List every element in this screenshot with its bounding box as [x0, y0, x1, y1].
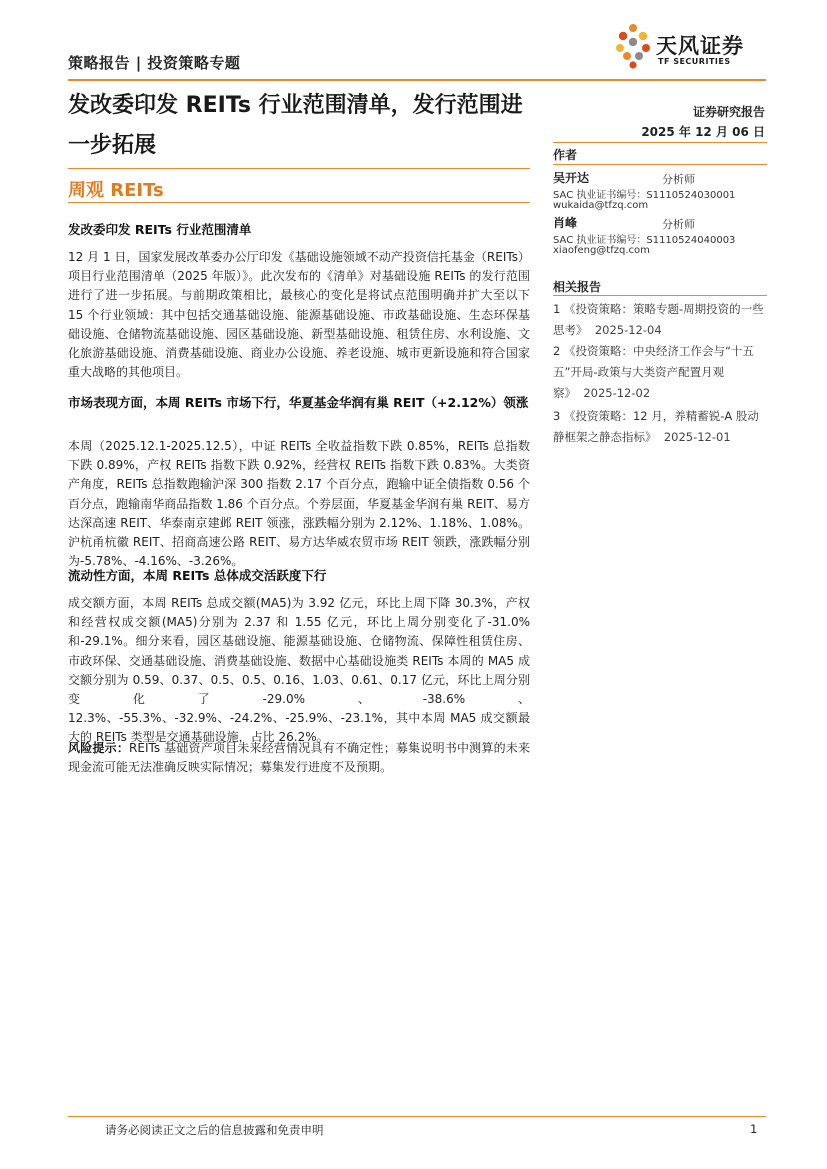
- related-reports-divider: [553, 295, 767, 296]
- related-report-date: 2025-12-04: [594, 323, 662, 337]
- document-date: 2025 年 12 月 06 日: [641, 125, 765, 139]
- report-title-line-2: 一步拓展: [68, 133, 157, 158]
- related-report-date: 2025-12-02: [583, 386, 651, 400]
- risk-warning-label: 风险提示：: [68, 741, 130, 755]
- title-divider: [68, 168, 530, 169]
- header-divider: [68, 79, 766, 81]
- logo-name-cn: 天风证券: [656, 34, 744, 58]
- section-heading: 发改委印发 REITs 行业范围清单: [68, 222, 252, 237]
- author-role: 分析师: [662, 218, 695, 231]
- report-title-line-1: 发改委印发 REITs 行业范围清单，发行范围进: [68, 93, 523, 118]
- logo-name-en: TF SECURITIES: [658, 57, 731, 66]
- authors-divider: [553, 164, 767, 165]
- author-name: 肖峰: [553, 216, 578, 230]
- company-logo: [612, 22, 762, 70]
- section-heading: 市场表现方面，本周 REITs 市场下行，华夏基金华润有巢 REIT（+2.12%）领涨: [68, 395, 529, 410]
- body-paragraph: 成交额方面，本周 REITs 总成交额(MA5)为 3.92 亿元，环比上周下降 30.3%，产权和经营权成交额(MA5)分别为 2.37 和 1.55 亿元，环比上周分别变化了-31.0%和-29.1%。细分来看，园区基础设施、能源基础设施、仓储物流、保障性租赁住房、市政环保、交通基础设施、消费基础设施、数据中心基础设施类 REITs 本周的 MA5 成交额分别为 0.59、0.37、0.5、0.5、0.16、1.03、0.61、0.17 亿元，环比上周分别变化了-29.0%、-38.6%、12.3%、-55.3%、-32.9%、-24.2%、-25.9%、-23.1%，其中本周 MA5 成交额最大的 REITs 类型是交通基础设施，占比 26.2%。: [68, 596, 530, 745]
- author-email[interactable]: wukaida@tfzq.com: [553, 200, 649, 211]
- author-cert: SAC 执业证书编号：S1110524030001: [553, 190, 736, 201]
- footer-divider: [68, 1116, 766, 1117]
- report-series: 策略报告 | 投资策略专题: [68, 54, 241, 72]
- related-report-title: 1 《投资策略：策略专题-周期投资的一些思考》: [553, 302, 764, 337]
- body-paragraph: 本周（2025.12.1-2025.12.5），中证 REITs 全收益指数下跌 0.85%，REITs 总指数下跌 0.89%，产权 REITs 指数下跌 0.92%，经营权 REITs 指数下跌 0.83%。大类资产角度，REITs 总指数跑输沪深 300 指数 2.17 个百分点，跑输中证全债指数 0.56 个百分点，跑输南华商品指数 1.86 个百分点。个券层面，华夏基金华润有巢 REIT、易方达深高速 REIT、华泰南京建邺 REIT 领涨，涨跌幅分别为 2.12%、1.18%、1.08%。沪杭甬杭徽 REIT、招商高速公路 REIT、易方达华威农贸市场 REIT 领跌，涨跌幅分别为-5.78%、-4.16%、-3.26%。: [68, 439, 530, 569]
- related-report-title: 3 《投资策略：12 月，养精蓄锐-A 股动静框架之静态指标》: [553, 409, 759, 444]
- body-paragraph: 12 月 1 日，国家发展改革委办公厅印发《基础设施领域不动产投资信托基金（REITs）项目行业范围清单（2025 年版）》。此次发布的《清单》对基础设施 REITs 的发行范围进行了进一步拓展。与前期政策相比，最核心的变化是将试点范围明确并扩大至以下 15 个行业领域：其中包括交通基础设施、能源基础设施、市政基础设施、生态环保基础设施、仓储物流基础设施、园区基础设施、新型基础设施、租赁住房、水利设施、文化旅游基础设施、消费基础设施、商业办公设施、养老设施、城市更新设施和符合国家重大战略的其他项目。: [68, 250, 530, 380]
- risk-warning: [68, 739, 530, 777]
- related-report-item[interactable]: [553, 406, 768, 448]
- meta-divider: [553, 142, 767, 143]
- page-number: 1: [750, 1122, 758, 1136]
- related-report-date: 2025-12-01: [663, 430, 731, 444]
- subtitle-divider: [68, 202, 530, 203]
- author-role: 分析师: [662, 173, 695, 186]
- authors-heading: 作者: [553, 148, 578, 162]
- logo-mark-icon: [612, 22, 654, 70]
- related-report-title: 2 《投资策略：中央经济工作会与“十五五”开局-政策与大类资产配置月观察》: [553, 344, 754, 400]
- author-name: 吴开达: [553, 171, 590, 185]
- author-cert: SAC 执业证书编号：S1110524040003: [553, 235, 736, 246]
- report-subtitle: 周观 REITs: [68, 180, 164, 201]
- document-type: 证券研究报告: [692, 105, 765, 119]
- report-title: [68, 86, 538, 166]
- author-email[interactable]: xiaofeng@tfzq.com: [553, 245, 650, 256]
- related-reports-heading: 相关报告: [553, 280, 602, 294]
- section-heading: 流动性方面，本周 REITs 总体成交活跃度下行: [68, 568, 327, 583]
- related-report-item[interactable]: [553, 299, 768, 341]
- footer-disclaimer: 请务必阅读正文之后的信息披露和免责申明: [105, 1123, 324, 1137]
- related-report-item[interactable]: [553, 341, 768, 404]
- risk-warning-text: REITs 基础资产项目未来经营情况具有不确定性；募集说明书中测算的未来现金流可能无法准确反映实际情况；募集发行进度不及预期。: [68, 741, 530, 775]
